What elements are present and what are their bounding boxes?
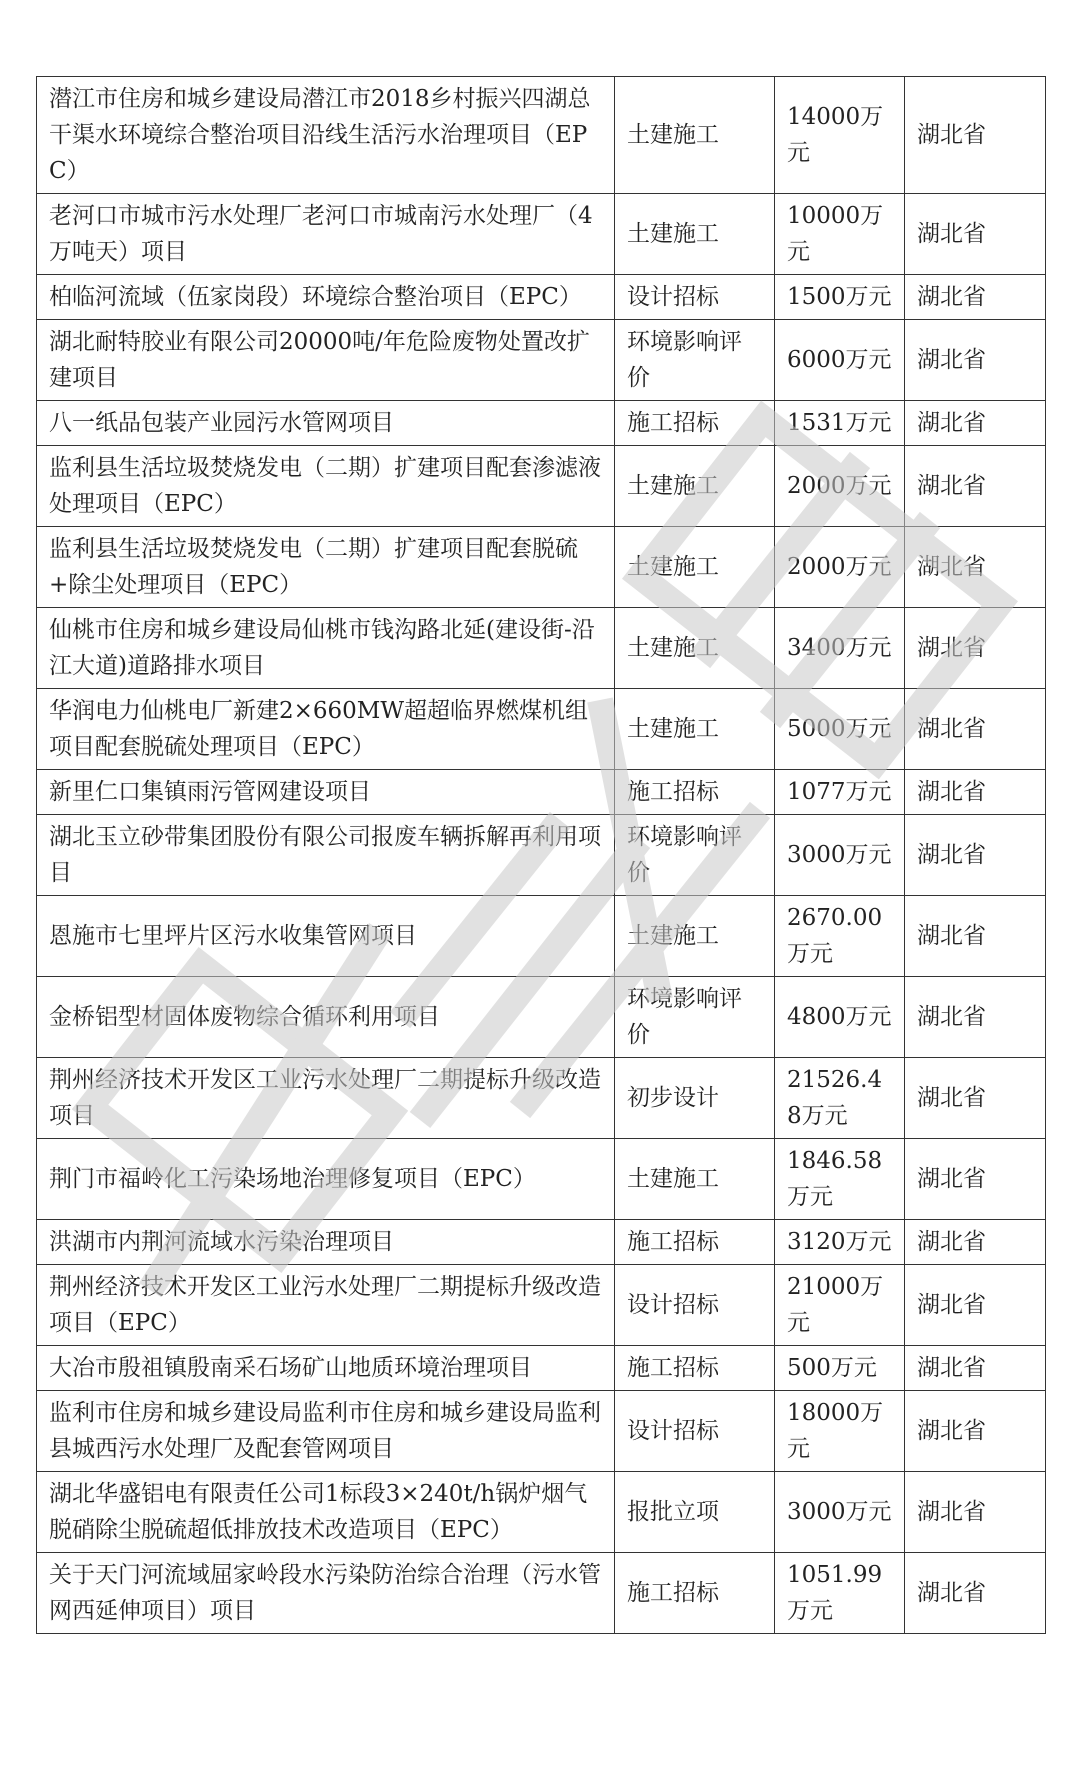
table-row [37, 77, 1046, 194]
project-amount-cell: 14000万元 [775, 77, 905, 194]
project-stage-cell: 设计招标 [615, 1265, 775, 1346]
project-stage-cell: 土建施工 [615, 446, 775, 527]
table-row [37, 275, 1046, 320]
project-name-cell: 湖北耐特胶业有限公司20000吨/年危险废物处置改扩建项目 [37, 320, 615, 401]
project-stage-cell: 设计招标 [615, 1391, 775, 1472]
project-province-cell: 湖北省 [905, 1139, 1046, 1220]
project-province-cell: 湖北省 [905, 446, 1046, 527]
project-stage-cell: 报批立项 [615, 1472, 775, 1553]
project-name-cell: 湖北华盛铝电有限责任公司1标段3×240t/h锅炉烟气脱硝除尘脱硫超低排放技术改造项目（EPC） [37, 1472, 615, 1553]
table-row [37, 194, 1046, 275]
project-table [36, 76, 1046, 1634]
project-amount-cell: 3120万元 [775, 1220, 905, 1265]
project-name-cell: 柏临河流域（伍家岗段）环境综合整治项目（EPC） [37, 275, 615, 320]
project-amount-cell: 21000万元 [775, 1265, 905, 1346]
project-stage-cell: 土建施工 [615, 689, 775, 770]
project-stage-cell: 环境影响评价 [615, 815, 775, 896]
table-row [37, 1058, 1046, 1139]
project-amount-cell: 500万元 [775, 1346, 905, 1391]
table-row [37, 401, 1046, 446]
table-row [37, 770, 1046, 815]
project-amount-cell: 1531万元 [775, 401, 905, 446]
table-row [37, 689, 1046, 770]
table-row [37, 977, 1046, 1058]
project-stage-cell: 环境影响评价 [615, 320, 775, 401]
project-name-cell: 八一纸品包装产业园污水管网项目 [37, 401, 615, 446]
project-province-cell: 湖北省 [905, 1220, 1046, 1265]
project-province-cell: 湖北省 [905, 896, 1046, 977]
table-row [37, 1220, 1046, 1265]
project-stage-cell: 土建施工 [615, 194, 775, 275]
project-stage-cell: 施工招标 [615, 1553, 775, 1634]
table-row [37, 1472, 1046, 1553]
project-province-cell: 湖北省 [905, 275, 1046, 320]
project-stage-cell: 初步设计 [615, 1058, 775, 1139]
project-province-cell: 湖北省 [905, 1391, 1046, 1472]
project-province-cell: 湖北省 [905, 527, 1046, 608]
project-name-cell: 金桥铝型材固体废物综合循环利用项目 [37, 977, 615, 1058]
project-province-cell: 湖北省 [905, 977, 1046, 1058]
project-province-cell: 湖北省 [905, 689, 1046, 770]
project-amount-cell: 2000万元 [775, 527, 905, 608]
project-amount-cell: 1077万元 [775, 770, 905, 815]
project-amount-cell: 1846.58万元 [775, 1139, 905, 1220]
project-province-cell: 湖北省 [905, 77, 1046, 194]
project-amount-cell: 2670.00万元 [775, 896, 905, 977]
project-stage-cell: 土建施工 [615, 896, 775, 977]
project-name-cell: 恩施市七里坪片区污水收集管网项目 [37, 896, 615, 977]
project-amount-cell: 5000万元 [775, 689, 905, 770]
project-province-cell: 湖北省 [905, 194, 1046, 275]
project-name-cell: 荆州经济技术开发区工业污水处理厂二期提标升级改造项目 [37, 1058, 615, 1139]
project-stage-cell: 施工招标 [615, 401, 775, 446]
project-amount-cell: 21526.48万元 [775, 1058, 905, 1139]
project-province-cell: 湖北省 [905, 1472, 1046, 1553]
project-name-cell: 荆门市福岭化工污染场地治理修复项目（EPC） [37, 1139, 615, 1220]
project-province-cell: 湖北省 [905, 608, 1046, 689]
project-stage-cell: 设计招标 [615, 275, 775, 320]
project-stage-cell: 施工招标 [615, 1346, 775, 1391]
project-name-cell: 仙桃市住房和城乡建设局仙桃市钱沟路北延(建设街-沿江大道)道路排水项目 [37, 608, 615, 689]
project-name-cell: 潜江市住房和城乡建设局潜江市2018乡村振兴四湖总干渠水环境综合整治项目沿线生活污水治理项目（EPC） [37, 77, 615, 194]
project-province-cell: 湖北省 [905, 770, 1046, 815]
project-amount-cell: 10000万元 [775, 194, 905, 275]
project-name-cell: 洪湖市内荆河流域水污染治理项目 [37, 1220, 615, 1265]
project-province-cell: 湖北省 [905, 815, 1046, 896]
project-amount-cell: 1051.99万元 [775, 1553, 905, 1634]
project-table-body [37, 77, 1046, 1634]
table-row [37, 815, 1046, 896]
project-amount-cell: 3000万元 [775, 815, 905, 896]
table-row [37, 1553, 1046, 1634]
project-amount-cell: 3000万元 [775, 1472, 905, 1553]
table-row [37, 320, 1046, 401]
table-row [37, 608, 1046, 689]
project-name-cell: 监利市住房和城乡建设局监利市住房和城乡建设局监利县城西污水处理厂及配套管网项目 [37, 1391, 615, 1472]
project-name-cell: 老河口市城市污水处理厂老河口市城南污水处理厂（4万吨天）项目 [37, 194, 615, 275]
project-stage-cell: 土建施工 [615, 608, 775, 689]
project-amount-cell: 18000万元 [775, 1391, 905, 1472]
project-stage-cell: 环境影响评价 [615, 977, 775, 1058]
project-name-cell: 湖北玉立砂带集团股份有限公司报废车辆拆解再利用项目 [37, 815, 615, 896]
project-province-cell: 湖北省 [905, 1265, 1046, 1346]
table-row [37, 1391, 1046, 1472]
project-province-cell: 湖北省 [905, 401, 1046, 446]
table-row [37, 1139, 1046, 1220]
table-row [37, 1265, 1046, 1346]
table-row [37, 527, 1046, 608]
project-stage-cell: 土建施工 [615, 1139, 775, 1220]
project-amount-cell: 3400万元 [775, 608, 905, 689]
project-amount-cell: 6000万元 [775, 320, 905, 401]
project-name-cell: 关于天门河流域屈家岭段水污染防治综合治理（污水管网西延伸项目）项目 [37, 1553, 615, 1634]
project-amount-cell: 2000万元 [775, 446, 905, 527]
project-name-cell: 华润电力仙桃电厂新建2×660MW超超临界燃煤机组项目配套脱硫处理项目（EPC） [37, 689, 615, 770]
table-row [37, 1346, 1046, 1391]
project-province-cell: 湖北省 [905, 1346, 1046, 1391]
project-name-cell: 监利县生活垃圾焚烧发电（二期）扩建项目配套渗滤液处理项目（EPC） [37, 446, 615, 527]
project-stage-cell: 施工招标 [615, 770, 775, 815]
project-name-cell: 大冶市殷祖镇殷南采石场矿山地质环境治理项目 [37, 1346, 615, 1391]
table-row [37, 446, 1046, 527]
project-province-cell: 湖北省 [905, 1058, 1046, 1139]
table-row [37, 896, 1046, 977]
project-amount-cell: 4800万元 [775, 977, 905, 1058]
project-amount-cell: 1500万元 [775, 275, 905, 320]
project-stage-cell: 施工招标 [615, 1220, 775, 1265]
project-province-cell: 湖北省 [905, 320, 1046, 401]
project-stage-cell: 土建施工 [615, 527, 775, 608]
project-name-cell: 监利县生活垃圾焚烧发电（二期）扩建项目配套脱硫+除尘处理项目（EPC） [37, 527, 615, 608]
project-name-cell: 荆州经济技术开发区工业污水处理厂二期提标升级改造项目（EPC） [37, 1265, 615, 1346]
project-name-cell: 新里仁口集镇雨污管网建设项目 [37, 770, 615, 815]
project-stage-cell: 土建施工 [615, 77, 775, 194]
project-province-cell: 湖北省 [905, 1553, 1046, 1634]
